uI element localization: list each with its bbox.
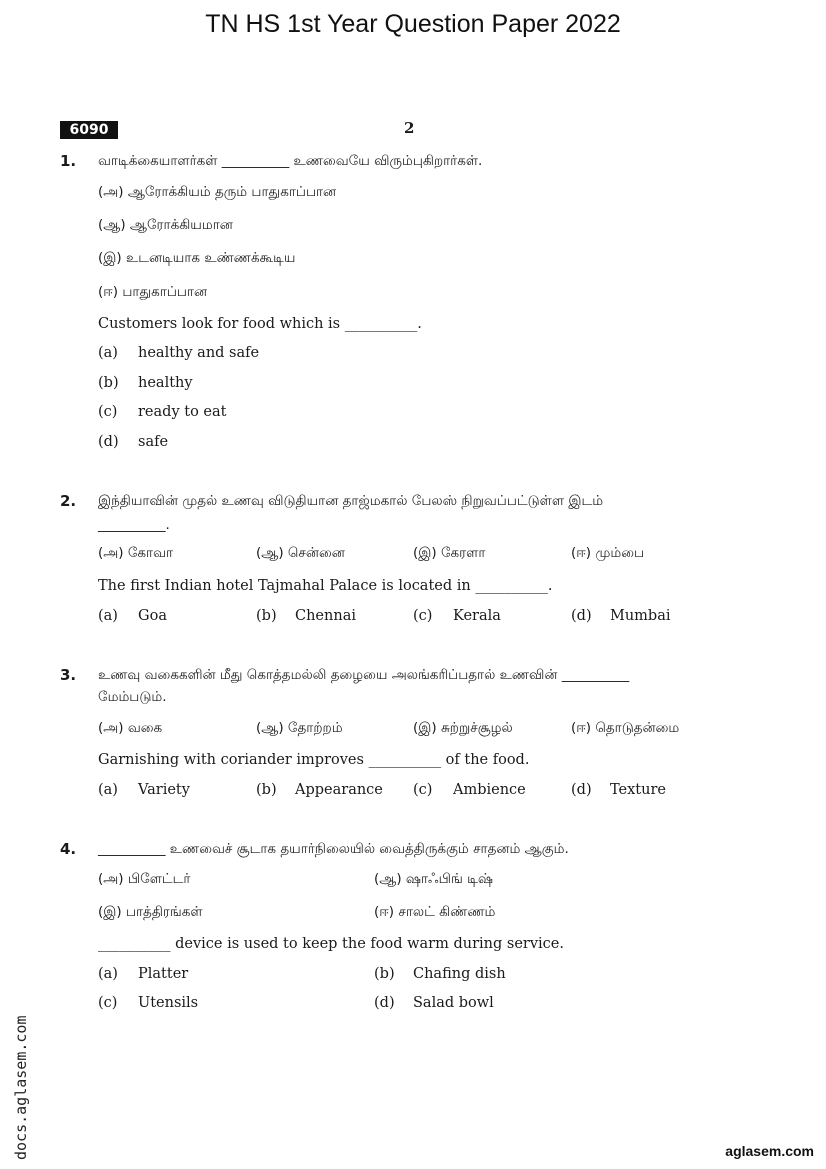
tamil-option: (அ) பிளேட்டர் — [98, 871, 191, 887]
question-number: 4. — [60, 840, 77, 858]
option-text: Chennai — [295, 608, 356, 624]
tamil-option: (ஈ) பாதுகாப்பான — [98, 284, 208, 300]
option-text: healthy and safe — [138, 345, 260, 361]
option-text: Appearance — [295, 782, 383, 798]
tamil-option: (ஆ) சென்னை — [256, 545, 345, 561]
option-text: Kerala — [453, 608, 501, 624]
question-number: 2. — [60, 492, 77, 510]
tamil-option: (ஈ) சாலட் கிண்ணம் — [374, 904, 496, 920]
tamil-option: (ஆ) ஆரோக்கியமான — [98, 217, 233, 233]
option-label: (d) — [571, 608, 592, 624]
tamil-stem: இந்தியாவின் முதல் உணவு விடுதியான தாஜ்மகால் பேலஸ் நிறுவப்பட்டுள்ள இடம் — [98, 493, 604, 509]
tamil-option: (அ) ஆரோக்கியம் தரும் பாதுகாப்பான — [98, 184, 337, 200]
option-text: Mumbai — [610, 608, 671, 624]
option-label: (b) — [98, 375, 119, 391]
question-number: 1. — [60, 152, 77, 170]
option-label: (d) — [374, 995, 395, 1011]
tamil-option: (ஈ) தொடுதன்மை — [571, 720, 680, 736]
side-watermark: docs.aglasem.com — [12, 1015, 30, 1160]
option-label: (a) — [98, 782, 118, 798]
tamil-option: (அ) கோவா — [98, 545, 174, 561]
option-label: (a) — [98, 966, 118, 982]
paper-code-badge: 6090 — [60, 121, 118, 139]
question-number: 3. — [60, 666, 77, 684]
option-label: (c) — [413, 608, 433, 624]
option-text: Goa — [138, 608, 167, 624]
option-label: (b) — [374, 966, 395, 982]
page-number: 2 — [404, 119, 415, 137]
option-label: (b) — [256, 782, 277, 798]
tamil-option: (இ) உடனடியாக உண்ணக்கூடிய — [98, 250, 296, 266]
tamil-option: (இ) சுற்றுச்சூழல் — [413, 720, 513, 736]
option-label: (b) — [256, 608, 277, 624]
english-stem: The first Indian hotel Tajmahal Palace is located in __________. — [98, 578, 553, 594]
option-label: (c) — [98, 995, 118, 1011]
tamil-stem: வாடிக்கையாளர்கள் __________ உணவையே விரும்புகிறார்கள். — [98, 153, 483, 169]
option-label: (a) — [98, 345, 118, 361]
tamil-option: (ஆ) தோற்றம் — [256, 720, 343, 736]
english-stem: __________ device is used to keep the food warm during service. — [98, 936, 564, 952]
tamil-stem: __________ உணவைச் சூடாக தயார்நிலையில் வைத்திருக்கும் சாதனம் ஆகும். — [98, 841, 569, 857]
option-text: Variety — [138, 782, 190, 798]
option-label: (c) — [98, 404, 118, 420]
option-label: (a) — [98, 608, 118, 624]
tamil-stem: __________. — [98, 517, 170, 533]
option-label: (d) — [571, 782, 592, 798]
tamil-stem: மேம்படும். — [98, 689, 167, 705]
option-text: Utensils — [138, 995, 199, 1011]
option-label: (c) — [413, 782, 433, 798]
footer-brand: aglasem.com — [725, 1143, 814, 1159]
tamil-option: (ஆ) ஷாஃபிங் டிஷ் — [374, 871, 493, 887]
option-text: Salad bowl — [413, 995, 494, 1011]
option-text: Texture — [610, 782, 666, 798]
option-text: healthy — [138, 375, 193, 391]
english-stem: Garnishing with coriander improves __________ of the food. — [98, 752, 530, 768]
tamil-option: (இ) பாத்திரங்கள் — [98, 904, 203, 920]
option-text: Ambience — [453, 782, 526, 798]
english-stem: Customers look for food which is __________. — [98, 316, 422, 332]
tamil-option: (இ) கேரளா — [413, 545, 486, 561]
option-text: Chafing dish — [413, 966, 506, 982]
option-text: safe — [138, 434, 169, 450]
option-text: Platter — [138, 966, 189, 982]
option-text: ready to eat — [138, 404, 227, 420]
tamil-stem: உணவு வகைகளின் மீது கொத்தமல்லி தழையை அலங்கரிப்பதால் உணவின் __________ — [98, 667, 630, 683]
tamil-option: (ஈ) மும்பை — [571, 545, 645, 561]
option-label: (d) — [98, 434, 119, 450]
page-title: TN HS 1st Year Question Paper 2022 — [205, 10, 621, 38]
tamil-option: (அ) வகை — [98, 720, 163, 736]
